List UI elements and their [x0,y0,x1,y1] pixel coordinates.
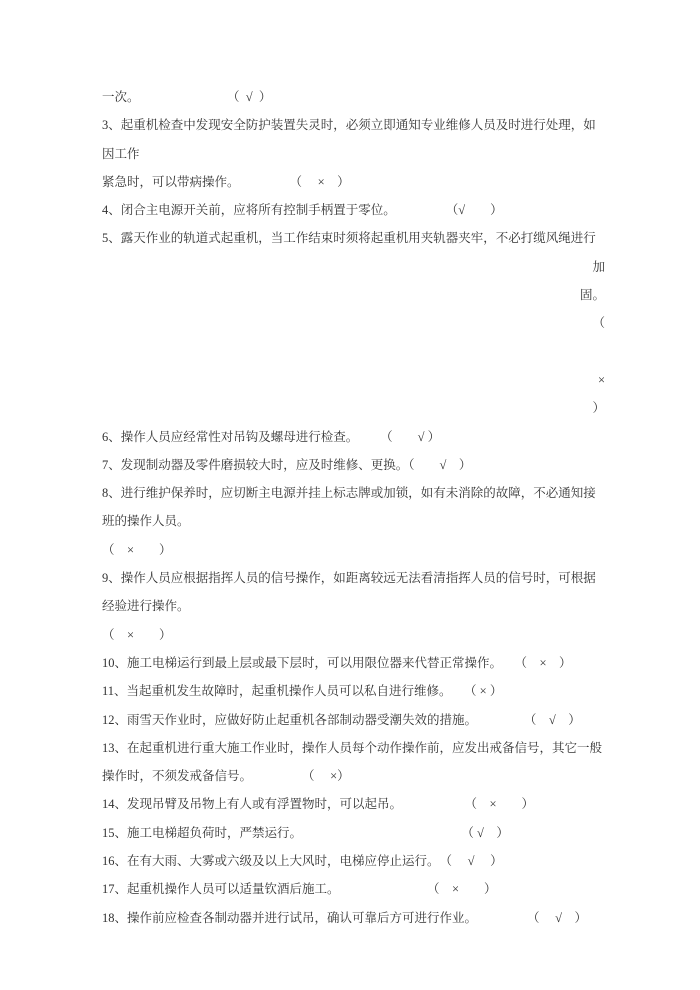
document-line: 16、在有大雨、大雾或六级及以上大风时，电梯应停止运行。 （ √ ） [102,854,503,869]
document-line: （ [592,316,605,331]
document-line: 6、操作人员应经常性对吊钩及螺母进行检查。 （ √ ） [102,429,441,444]
document-line: 班的操作人员。 [102,514,190,529]
document-line: 13、在起重机进行重大施工作业时，操作人员每个动作操作前，应发出戒备信号，其它一般 [102,740,603,755]
document-line: 14、发现吊臂及吊物上有人或有浮置物时，可以起吊。 （ × ） [102,797,535,812]
document-line: 4、闭合主电源开关前，应将所有控制手柄置于零位。 （√ ） [102,203,503,218]
document-line: 7、发现制动器及零件磨损较大时，应及时维修、更换。（ √ ） [102,457,472,472]
document-line: 10、施工电梯运行到最上层或最下层时，可以用限位器来代替正常操作。 （ × ） [102,655,572,670]
document-line: 操作时，不须发戒备信号。 （ ×） [102,769,350,784]
document-line: 加 [592,259,605,274]
document-line: 一次。 （ √ ） [102,90,272,104]
document-line: 15、施工电梯超负荷时，严禁运行。 （ √ ） [102,825,509,840]
document-line: 9、操作人员应根据指挥人员的信号操作，如距离较远无法看清指挥人员的信号时，可根据 [102,571,596,586]
document-line: （ × ） [102,542,172,557]
document-line: 8、进行维护保养时，应切断主电源并挂上标志牌或加锁，如有未消除的故障，不必通知接 [102,486,596,501]
document-line: 17、起重机操作人员可以适量钦酒后施工。 （ × ） [102,882,497,897]
document-line: × [597,372,605,387]
document-line: ） [592,401,605,416]
document-line: 固。 [579,288,605,303]
document-line: 5、露天作业的轨道式起重机，当工作结束时须将起重机用夹轨器夹牢，不必打缆风绳进行 [102,231,596,246]
document-line: 3、起重机检查中发现安全防护装置失灵时，必须立即通知专业维修人员及时进行处理，如 [102,118,596,133]
document-line: 18、操作前应检查各制动器并进行试吊，确认可靠后方可进行作业。 （ √ ） [102,910,587,925]
question-list [102,83,605,932]
document-line: 紧急时，可以带病操作。 （ × ） [102,174,350,189]
document-line: 11、当起重机发生故障时，起重机操作人员可以私自进行维修。 （ × ） [102,684,503,699]
document-line [102,338,605,366]
document-line: （ × ） [102,627,172,642]
document-line: 因工作 [102,146,140,161]
document-line: 12、雨雪天作业时，应做好防止起重机各部制动器受潮失效的措施。 （ √ ） [102,712,581,727]
document-line: 经验进行操作。 [102,599,190,614]
